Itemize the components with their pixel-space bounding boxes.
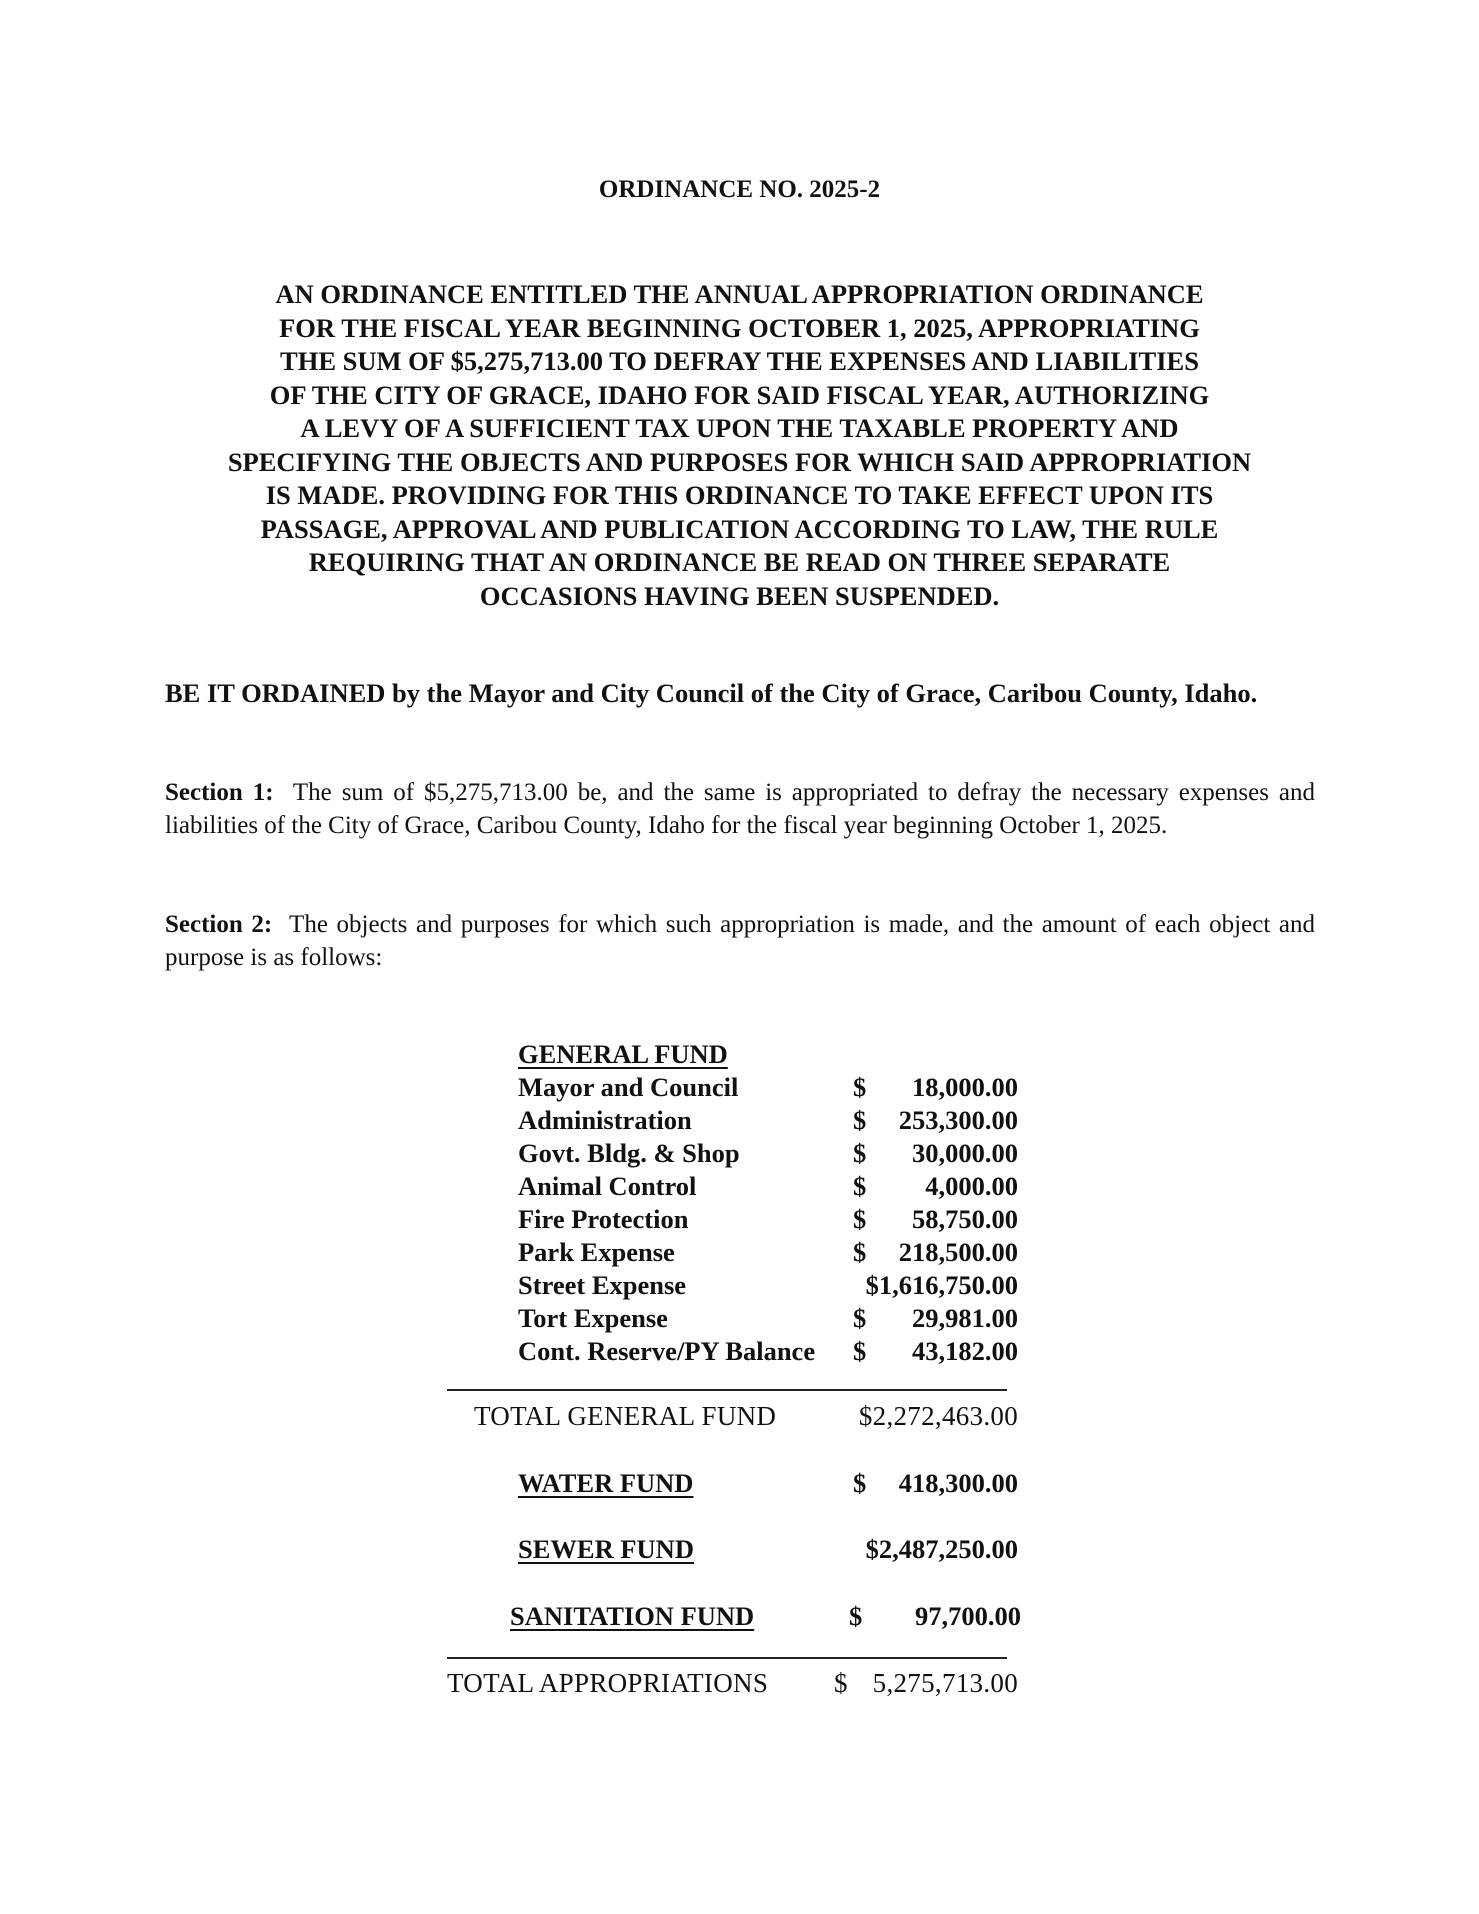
- title-line: AN ORDINANCE ENTITLED THE ANNUAL APPROPRIATION ORDINANCE: [275, 279, 1204, 309]
- total-general-fund-label: TOTAL GENERAL FUND: [474, 1401, 777, 1431]
- row-dollar: $: [853, 1204, 867, 1234]
- section-2-text: The objects and purposes for which such appropriation is made, and the amount of each object and purpose is as follows:: [165, 911, 1315, 971]
- title-line: SPECIFYING THE OBJECTS AND PURPOSES FOR WHICH SAID APPROPRIATION: [227, 446, 1252, 477]
- row-amount: 18,000.00: [912, 1072, 1018, 1102]
- water-fund-label: WATER FUND: [518, 1468, 694, 1498]
- row-label: Cont. Reserve/PY Balance: [518, 1336, 816, 1366]
- title-line: PASSAGE, APPROVAL AND PUBLICATION ACCORDING TO LAW, THE RULE: [260, 513, 1219, 544]
- section-1-label: Section 1:: [165, 779, 274, 806]
- sewer-fund-label: SEWER FUND: [518, 1534, 694, 1564]
- row-amount: 58,750.00: [912, 1204, 1018, 1234]
- ordinance-number: ORDINANCE NO. 2025-2: [598, 176, 881, 203]
- ordained-clause: BE IT ORDAINED by the Mayor and City Council of the City of Grace, Caribou County, Idaho.: [165, 678, 1258, 708]
- title-line: OCCASIONS HAVING BEEN SUSPENDED.: [479, 580, 1000, 611]
- total-appropriations-label: TOTAL APPROPRIATIONS: [447, 1668, 769, 1698]
- row-dollar: $: [853, 1072, 867, 1102]
- row-label: Animal Control: [518, 1171, 697, 1201]
- title-line: OF THE CITY OF GRACE, IDAHO FOR SAID FISCAL YEAR, AUTHORIZING: [269, 379, 1210, 410]
- row-amount: 253,300.00: [898, 1105, 1018, 1135]
- row-amount: $1,616,750.00: [865, 1270, 1018, 1300]
- title-line: IS MADE. PROVIDING FOR THIS ORDINANCE TO TAKE EFFECT UPON ITS: [265, 480, 1214, 510]
- row-amount: 43,182.00: [912, 1336, 1018, 1366]
- divider: [447, 1657, 1007, 1659]
- water-fund-amount: 418,300.00: [898, 1468, 1018, 1498]
- row-dollar: $: [853, 1237, 867, 1267]
- title-line: A LEVY OF A SUFFICIENT TAX UPON THE TAXABLE PROPERTY AND: [300, 413, 1179, 443]
- sanitation-fund-dollar: $: [849, 1601, 863, 1631]
- sanitation-fund-amount: 97,700.00: [915, 1601, 1021, 1631]
- total-general-fund-amount: $2,272,463.00: [858, 1401, 1018, 1431]
- row-label: Mayor and Council: [518, 1072, 739, 1102]
- title-line: FOR THE FISCAL YEAR BEGINNING OCTOBER 1, 2025, APPROPRIATING: [279, 312, 1200, 343]
- row-amount: 218,500.00: [898, 1237, 1018, 1267]
- title-line: REQUIRING THAT AN ORDINANCE BE READ ON THREE SEPARATE: [308, 547, 1171, 577]
- row-label: Street Expense: [518, 1270, 687, 1300]
- sewer-fund-amount: $2,487,250.00: [865, 1534, 1018, 1564]
- row-label: Govt. Bldg. & Shop: [518, 1138, 740, 1168]
- title-line: THE SUM OF $5,275,713.00 TO DEFRAY THE EXPENSES AND LIABILITIES: [280, 346, 1199, 376]
- row-label: Park Expense: [518, 1237, 675, 1267]
- row-dollar: $: [853, 1171, 867, 1201]
- row-label: Fire Protection: [518, 1204, 689, 1234]
- total-appropriations-amount: 5,275,713.00: [872, 1668, 1018, 1698]
- section-1-text: The sum of $5,275,713.00 be, and the same is appropriated to defray the necessary expenses and liabilities of the City of Grace, Caribou County, Idaho for the fiscal year beginning October 1, 2025.: [165, 779, 1315, 839]
- row-amount: 4,000.00: [925, 1171, 1018, 1201]
- water-fund-dollar: $: [853, 1468, 867, 1498]
- total-appropriations-dollar: $: [834, 1668, 848, 1698]
- row-dollar: $: [853, 1105, 867, 1135]
- section-2-label: Section 2:: [165, 911, 273, 938]
- row-dollar: $: [853, 1138, 867, 1168]
- row-label: Administration: [518, 1105, 692, 1135]
- row-amount: 29,981.00: [912, 1303, 1018, 1333]
- row-dollar: $: [853, 1303, 867, 1333]
- row-dollar: $: [853, 1336, 867, 1366]
- row-label: Tort Expense: [518, 1303, 668, 1333]
- sanitation-fund-label: SANITATION FUND: [510, 1601, 755, 1631]
- divider: [447, 1389, 1007, 1391]
- row-amount: 30,000.00: [912, 1138, 1018, 1168]
- general-fund-header: GENERAL FUND: [518, 1039, 728, 1069]
